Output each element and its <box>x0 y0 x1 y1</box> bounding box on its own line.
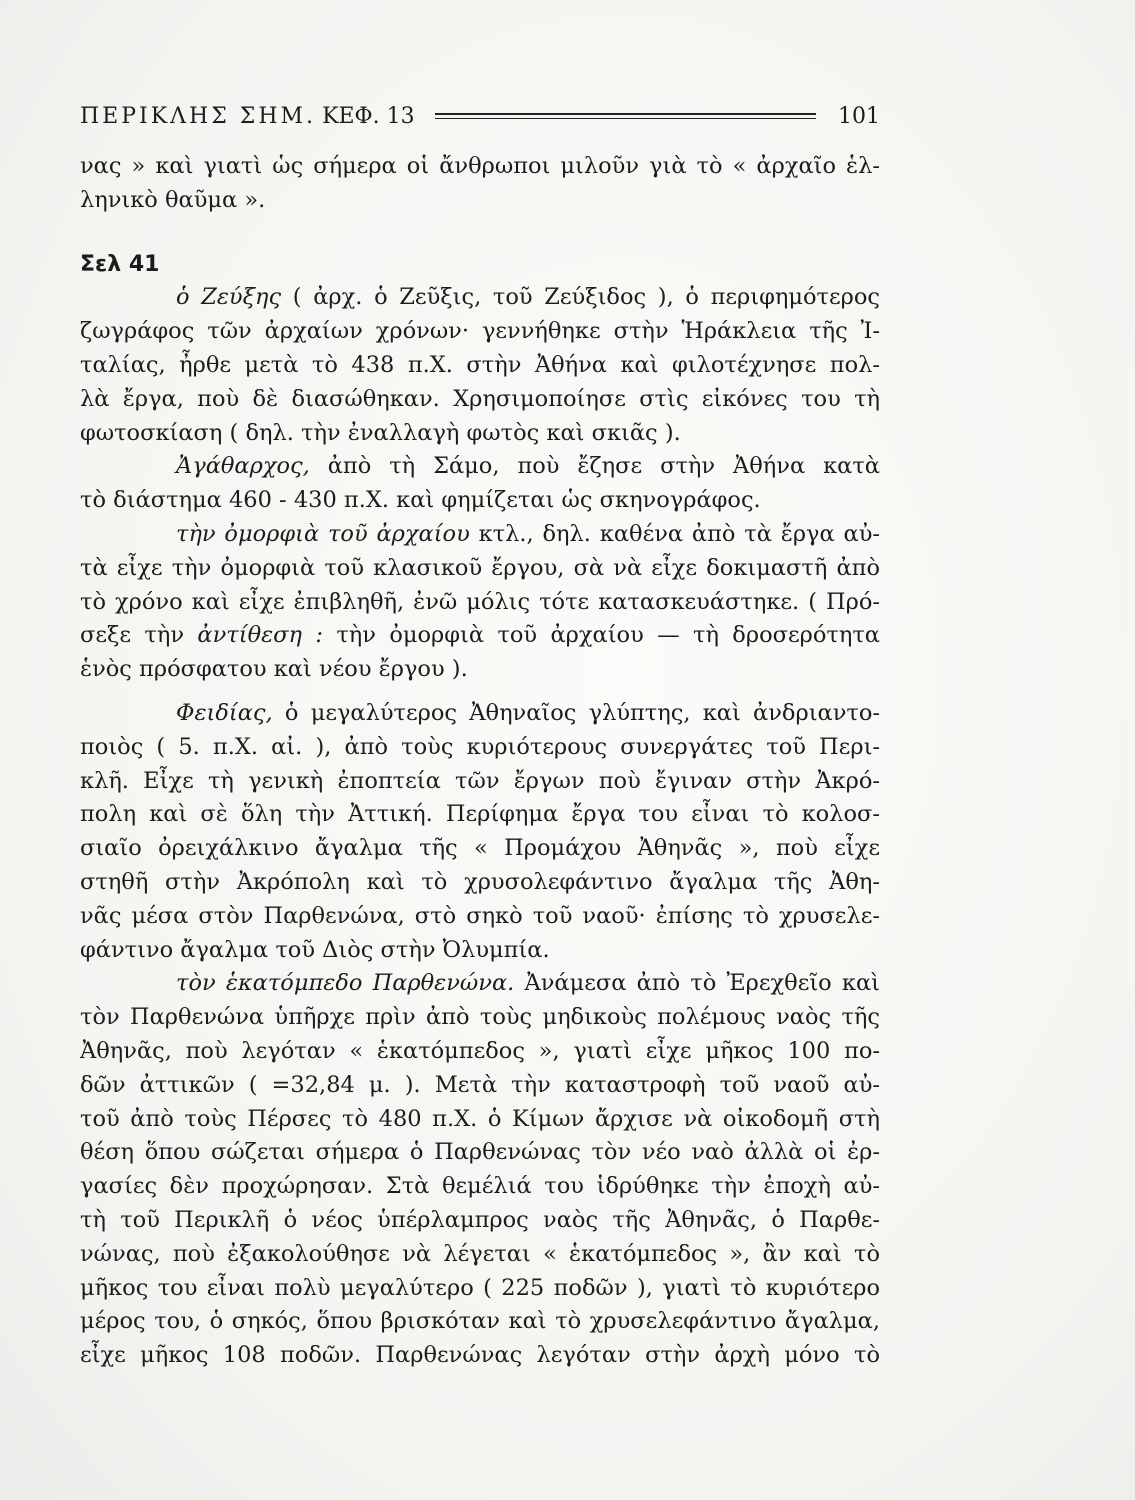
glossary-term: ὁ Ζεύξης <box>176 284 282 311</box>
paragraph-line: εἶχε μῆκος 108 ποδῶν. Παρθενώνας λεγόταν στὴν ἀρχὴ μόνο τὸ <box>80 1342 880 1369</box>
paragraph-line: κλῆ. Εἶχε τὴ γενικὴ ἐποπτεία τῶν ἔργων ποὺ ἔγιναν στὴν Ἀκρό- <box>80 767 880 794</box>
paragraph-line: ἑνὸς πρόσφατου καὶ νέου ἔργου ). <box>80 656 468 683</box>
paragraph-line: τὰ εἶχε τὴν ὀμορφιὰ τοῦ κλασικοῦ ἔργου, σὰ νὰ εἶχε δοκιμαστῆ ἀπὸ <box>80 554 880 581</box>
paragraph-line: τὴ τοῦ Περικλῆ ὁ νέος ὑπέρλαμπρος ναὸς τῆς Ἀθηνᾶς, ὁ Παρθε- <box>80 1206 880 1233</box>
glossary-term: τὸν ἑκατόμπεδο Παρθενώνα. <box>176 970 515 997</box>
intro-line: νας » καὶ γιατὶ ὡς σήμερα οἱ ἄνθρωποι μιλοῦν γιὰ τὸ « ἀρχαῖο ἑλ- <box>80 153 880 179</box>
paragraph-line: ὁ Ζεύξης ( ἀρχ. ὁ Ζεῦξις, τοῦ Ζεύξιδος ), ὁ περιφημότερος <box>176 284 880 311</box>
paragraph-line: θέση ὅπου σώζεται σήμερα ὁ Παρθενώνας τὸν νέο ναὸ ἀλλὰ οἱ ἐρ- <box>80 1139 880 1166</box>
paragraph-line: στηθῆ στὴν Ἀκρόπολη καὶ τὸ χρυσολεφάντινο ἄγαλμα τῆς Ἀθη- <box>80 868 880 895</box>
glossary-term: ἀντίθεση : <box>197 622 323 649</box>
page-body <box>80 150 880 1373</box>
paragraph-line: τὸν ἑκατόμπεδο Παρθενώνα. Ἀνάμεσα ἀπὸ τὸ Ἐρεχθεῖο καὶ <box>176 970 880 997</box>
glossary-term: Φειδίας, <box>176 699 273 726</box>
paragraph-line: ζωγράφος τῶν ἀρχαίων χρόνων· γεννήθηκε στὴν Ἡράκλεια τῆς Ἰ- <box>80 318 880 345</box>
paragraph-line: ταλίας, ἦρθε μετὰ τὸ 438 π.Χ. στὴν Ἀθήνα καὶ φιλοτέχνησε πολ- <box>80 351 880 378</box>
paragraph-line: σεξε τὴν ἀντίθεση : τὴν ὀμορφιὰ τοῦ ἀρχαίου — τὴ δροσερότητα <box>80 622 880 649</box>
paragraph-line: σιαῖο ὀρειχάλκινο ἄγαλμα τῆς « Προμάχου Ἀθηνᾶς », ποὺ εἶχε <box>80 835 880 862</box>
paragraph-line: Φειδίας, ὁ μεγαλύτερος Ἀθηναῖος γλύπτης, καὶ ἀνδριαντο- <box>176 699 880 726</box>
paragraph-line: τοῦ ἀπὸ τοὺς Πέρσες τὸ 480 π.Χ. ὁ Κίμων ἄρχισε νὰ οἰκοδομῆ στὴ <box>80 1105 880 1132</box>
glossary-term: τὴν ὀμορφιὰ τοῦ ἀρχαίου <box>176 520 470 547</box>
paragraph-line: Ἀθηνᾶς, ποὺ λεγόταν « ἑκατόμπεδος », γιατὶ εἶχε μῆκος 100 πο- <box>80 1037 880 1064</box>
paragraph-gap <box>80 687 880 697</box>
paragraph-line: ποιὸς ( 5. π.Χ. αἰ. ), ἀπὸ τοὺς κυριότερους συνεργάτες τοῦ Περι- <box>80 733 880 760</box>
paragraph-line: νώνας, ποὺ ἐξακολούθησε νὰ λέγεται « ἑκατόμπεδος », ἂν καὶ τὸ <box>80 1240 880 1267</box>
page-number: 101 <box>838 103 880 129</box>
paragraph-line: τὸ διάστημα 460 - 430 π.Χ. καὶ φημίζεται ὡς σκηνογράφος. <box>80 487 761 514</box>
running-title: ΠΕΡΙΚΛΗΣ ΣΗΜ. <box>80 103 317 129</box>
paragraph-line: πολη καὶ σὲ ὅλη τὴν Ἀττική. Περίφημα ἔργα του εἶναι τὸ κολοσ- <box>80 801 880 828</box>
paragraph-line: νᾶς μέσα στὸν Παρθενώνα, στὸ σηκὸ τοῦ ναοῦ· ἐπίσης τὸ χρυσελε- <box>80 902 880 929</box>
paragraph-line: τὸ χρόνο καὶ εἶχε ἐπιβληθῆ, ἐνῶ μόλις τότε κατασκευάστηκε. ( Πρό- <box>80 588 880 615</box>
paragraph-line: τὸν Παρθενώνα ὑπῆρχε πρὶν ἀπὸ τοὺς μηδικοὺς πολέμους ναὸς τῆς <box>80 1004 880 1031</box>
running-header <box>80 100 880 132</box>
paragraph-line: δῶν ἀττικῶν ( =32,84 μ. ). Μετὰ τὴν καταστροφὴ τοῦ ναοῦ αὐ- <box>80 1071 880 1098</box>
paragraph-line: φάντινο ἄγαλμα τοῦ Διὸς στὴν Ὀλυμπία. <box>80 936 550 963</box>
paragraph-line: φωτοσκίαση ( δηλ. τὴν ἐναλλαγὴ φωτὸς καὶ σκιᾶς ). <box>80 419 681 446</box>
paragraph-line: τὴν ὀμορφιὰ τοῦ ἀρχαίου κτλ., δηλ. καθένα ἀπὸ τὰ ἔργα αὐ- <box>176 520 881 547</box>
paragraph-line: λὰ ἔργα, ποὺ δὲ διασώθηκαν. Χρησιμοποίησε στὶς εἰκόνες του τὴ <box>80 385 880 412</box>
chapter-label: ΚΕΦ. 13 <box>322 103 415 129</box>
intro-line: ληνικὸ θαῦμα ». <box>80 186 266 213</box>
paragraph-line: μῆκος του εἶναι πολὺ μεγαλύτερο ( 225 ποδῶν ), γιατὶ τὸ κυριότερο <box>80 1274 880 1301</box>
paragraph-line: μέρος του, ὁ σηκός, ὅπου βρισκόταν καὶ τὸ χρυσελεφάντινο ἄγαλμα, <box>80 1308 880 1335</box>
section-label: Σελ 41 <box>80 251 160 277</box>
paragraph-line: γασίες δὲν προχώρησαν. Στὰ θεμέλιά του ἱδρύθηκε τὴν ἐποχὴ αὐ- <box>80 1173 880 1200</box>
header-rule <box>435 113 816 119</box>
paragraph-line: Ἀγάθαρχος, ἀπὸ τὴ Σάμο, ποὺ ἔζησε στὴν Ἀθήνα κατὰ <box>176 453 880 480</box>
glossary-term: Ἀγάθαρχος, <box>176 453 310 480</box>
